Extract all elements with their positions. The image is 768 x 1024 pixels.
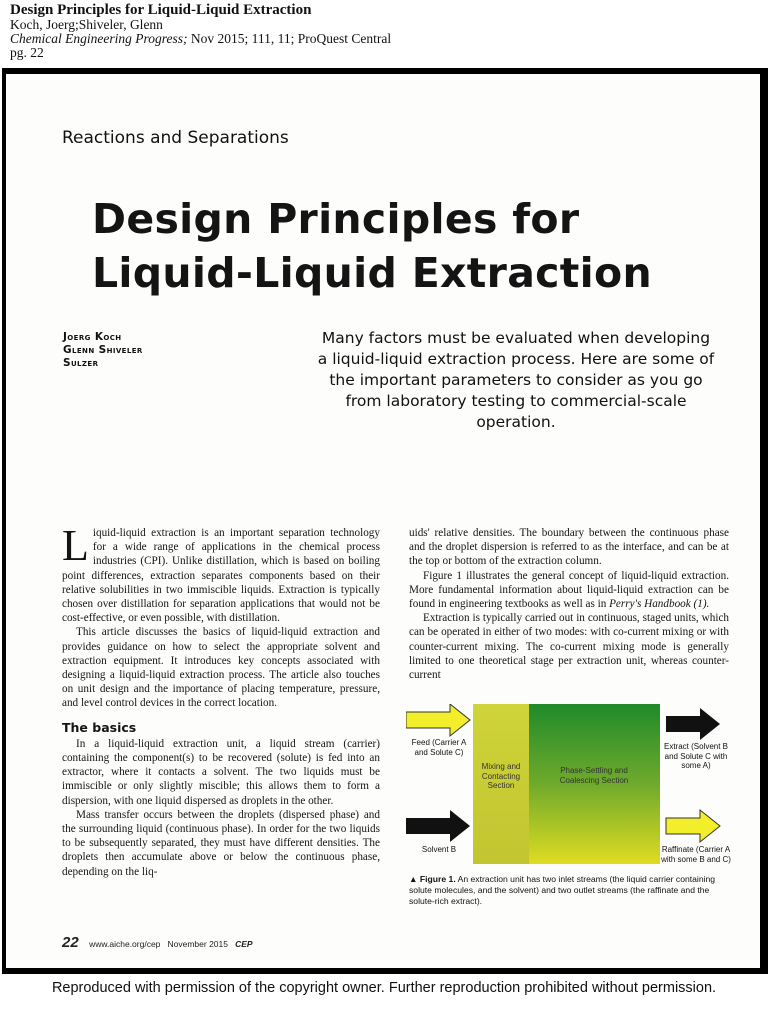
paragraph-4: Mass transfer occurs between the droplets (dispersed phase) and the surrounding liquid (continuous phase). In order for the two liquids to be subsequently separated, they must have different densities. The droplets then accumulate above or below the continuous phase, depending on the liq-	[62, 808, 380, 878]
feed-label: Feed (Carrier A and Solute C)	[411, 738, 467, 757]
page-number: 22	[62, 934, 79, 951]
paragraph-intro	[62, 521, 380, 625]
mixing-label: Mixing and Contacting Section	[481, 762, 521, 790]
citation-source	[10, 32, 750, 46]
extract-arrow-icon	[666, 708, 720, 740]
article-deck: Many factors must be evaluated when developing a liquid-liquid extraction process. Here are some of the important parameters to consider as you go from laboratory testing to commercial-scale operation.	[317, 329, 715, 431]
citation-header	[10, 2, 750, 60]
citation-issue: Nov 2015; 111, 11; ProQuest Central	[187, 31, 392, 46]
raffinate-arrow-icon	[666, 810, 720, 842]
paragraph-6	[409, 569, 729, 612]
footer-url: www.aiche.org/cep	[89, 939, 161, 949]
author-block	[63, 331, 143, 370]
article-title	[92, 192, 732, 300]
caption-text: An extraction unit has two inlet streams (the liquid carrier containing solute molecules, and the solvent) and two outlet streams (the raffinate and the solute-rich extract).	[409, 874, 716, 906]
raffinate-label: Raffinate (Carrier A with some B and C)	[661, 845, 731, 864]
paragraph-2: This article discusses the basics of liquid-liquid extraction and provides guidance on how to select the appropriate solvent and extraction equipment. It introduces key concepts associated with designing a liquid-liquid extraction process. The article also touches on unit design and the importance of placing temperature, pressure, and level control devices in the correct location.	[62, 626, 380, 710]
drop-cap: L	[62, 521, 89, 570]
title-line-1: Design Principles for	[92, 195, 580, 243]
paragraph-5: uids' relative densities. The boundary between the continuous phase and the droplet dispersion is referred to as the interface, and can be at the top or bottom of the extraction column.	[409, 527, 729, 568]
copyright-notice: Reproduced with permission of the copyright owner. Further reproduction prohibited without permission.	[51, 980, 717, 996]
section-label: Reactions and Separations	[62, 128, 289, 148]
paragraph-3: In a liquid-liquid extraction unit, a liquid stream (carrier) containing the component(s) to be recovered (solute) is fed into an extractor, where it contacts a solvent. The two liquids must be immiscible or only slightly miscible; this allows them to form a dispersion, with one liquid dispersed as droplets in the other.	[62, 737, 380, 807]
extract-label: Extract (Solvent B and Solute C with some A)	[663, 742, 729, 770]
author-2: Glenn Shiveler	[63, 344, 143, 356]
citation-title: Design Principles for Liquid-Liquid Extraction	[10, 2, 312, 18]
feed-arrow-icon	[406, 704, 470, 736]
perrys-handbook-ref: Perry's Handbook (1).	[609, 598, 710, 611]
caption-label: ▲ Figure 1.	[409, 874, 456, 884]
title-line-2: Liquid-Liquid Extraction	[92, 249, 652, 297]
solvent-label: Solvent B	[421, 845, 457, 854]
citation-journal: Chemical Engineering Progress;	[10, 31, 188, 46]
paragraph-6-text: Figure 1 illustrates the general concept of liquid-liquid extraction. More fundamental information about liquid-liquid extraction can be found in engineering textbooks as well as in	[409, 569, 729, 611]
settling-label: Phase-Settling and Coalescing Section	[559, 766, 629, 785]
article-page	[6, 74, 760, 968]
scanned-page-frame	[2, 68, 768, 974]
paragraph-7: Extraction is typically carried out in continuous, staged units, which can be operated in either of two modes: with co-current mixing or with counter-current mixing. The co-current mixing mode is generally limited to one theoretical stage per extraction unit, whereas counter-current	[409, 612, 729, 682]
figure-caption	[409, 874, 729, 907]
footer-date: November 2015	[167, 939, 228, 949]
solvent-arrow-icon	[406, 810, 470, 842]
page-footer	[62, 934, 253, 951]
heading-the-basics: The basics	[62, 719, 137, 735]
author-1: Joerg Koch	[63, 331, 122, 343]
citation-authors: Koch, Joerg;Shiveler, Glenn	[10, 17, 163, 32]
footer-journal: CEP	[235, 939, 253, 949]
citation-page: pg. 22	[10, 45, 44, 60]
paragraph-1-text: iquid-liquid extraction is an important separation technology for a wide range of applications in the chemical process industries (CPI). Unlike distillation, which is based on boiling point differences, extraction separates components based on their relative solubilities in two immiscible liquids. Extraction is typically chosen over distillation for separation applications that would not be cost-effective, or even possible, with distillation.	[62, 527, 380, 625]
body-column-left	[62, 521, 380, 879]
author-affiliation: Sulzer	[63, 357, 99, 369]
body-column-right	[409, 526, 729, 682]
